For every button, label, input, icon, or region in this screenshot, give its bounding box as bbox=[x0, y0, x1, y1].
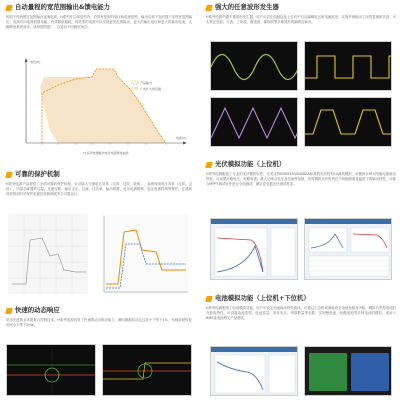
bullet-mark bbox=[5, 172, 13, 178]
pv-software-shot-right bbox=[304, 218, 392, 280]
section-body: H系列电源配备了电池模拟功能，用户可设定电池输出特性曲线，可通过上位机或面板设定电池参数及内阻，模拟各类型电池的充放电特性，可设置电池类型、电池容量、单体电压、串联数量等参数，实现锂电池、铅酸电池等多种电池的模拟，适用于BMS及电池相关产品测试。 bbox=[206, 306, 396, 321]
chart-caption: H-系列电源输出电压电流特性曲线 bbox=[83, 151, 129, 155]
section-title: 自动量程的宽范围输出&馈电能力 bbox=[6, 3, 192, 12]
pv-software-shot-left bbox=[210, 218, 298, 280]
section-body: H系列电源产品提供了全面可靠的保护机制，针对输入交流电压异常（过高、过低、缺相）、直流母线电压异常（过高、过低）、内部功率器件过温、过流过载、输出过压、过流、过功率、输出短路、电压电流限制、电压电流控制等保护，在遇到异常情况时可保护电源及负载测试安全可靠运行。 bbox=[6, 182, 192, 197]
section-body: H系列电源配备了专业的光伏模拟软件，完美支持EN50530/SANDIA标准的光伏阵列I-V曲线模拟，可模拟多种太阳能电池输出特性，可设置开路电压、短路电流、最大功率点电压及电流等参数，实时模拟光伏阵列在不同辐照度及温度下的输出特性，可配合MPPT测试软件进行全面测试，满足逆变器光伏测试需求。 bbox=[206, 172, 396, 187]
section-body: H系列电源内置多重波形发生器，用户可以在面板以及上位机中自由编辑电压和电流波形，实现多种输出工况的复现和仿真，可实现正弦波、方波、三角波、锯齿波、梯形波等多种波形的编辑及输出。 bbox=[206, 15, 396, 25]
x-axis-arrow bbox=[183, 142, 187, 145]
section-title: 光伏模拟功能（上位机） bbox=[206, 160, 396, 169]
wave-shot-4 bbox=[304, 97, 392, 147]
legend-output: 产品输出 bbox=[140, 81, 153, 85]
legend-swatch-output bbox=[132, 81, 138, 84]
section-title: 快速的动态响应 bbox=[6, 306, 192, 315]
legend-swatch-range bbox=[132, 87, 138, 90]
section-wide-range bbox=[6, 3, 192, 160]
bullet-mark bbox=[5, 308, 13, 314]
legend-range: 广告扩大的范围 bbox=[140, 87, 162, 91]
scope-shot-left bbox=[6, 344, 96, 396]
x-axis-ticks bbox=[42, 143, 166, 145]
x-axis-label: 电流(A) bbox=[176, 136, 187, 140]
section-title: 电池模拟功能（上位机+下位机） bbox=[206, 294, 396, 303]
scope-trace-left bbox=[7, 345, 96, 396]
battery-curve-panel bbox=[211, 352, 298, 396]
section-battery bbox=[206, 294, 396, 398]
protection-chart bbox=[6, 210, 192, 298]
wave-shot-2 bbox=[304, 41, 392, 91]
section-body: 采用先进的多环路复合控制技术，H系列电源具有了快速的动态响应能力，瞬时跳载时动态过冲小于等于1%，负载阶跃恢复时间小于等于2ms。 bbox=[6, 318, 192, 328]
y-axis-label: 电压(V) bbox=[30, 60, 41, 64]
iv-curve-panel bbox=[211, 224, 298, 280]
bullet-mark bbox=[205, 5, 213, 11]
trapezoid-wave-trace bbox=[305, 98, 392, 147]
bullet-mark bbox=[5, 5, 13, 11]
left-panel bbox=[8, 214, 88, 294]
section-waveform bbox=[206, 3, 396, 153]
y-axis-arrow bbox=[25, 58, 28, 62]
pv-data-panel bbox=[305, 224, 392, 280]
bullet-mark bbox=[205, 296, 213, 302]
triangle-wave-trace bbox=[211, 98, 298, 147]
voltage-current-chart bbox=[6, 55, 192, 160]
section-dynamic bbox=[6, 306, 192, 398]
wave-shot-3 bbox=[210, 97, 298, 147]
lcd-screen-green bbox=[309, 353, 347, 391]
bullet-mark bbox=[205, 162, 213, 168]
square-wave-trace bbox=[305, 42, 392, 91]
right-panel bbox=[102, 214, 188, 294]
sine-wave-trace bbox=[211, 42, 298, 91]
device-panel-shot bbox=[304, 346, 392, 396]
section-protection bbox=[6, 170, 192, 298]
scope-trace-right bbox=[103, 345, 192, 396]
wave-shot-1 bbox=[210, 41, 298, 91]
section-pv bbox=[206, 160, 396, 288]
scope-shot-right bbox=[102, 344, 192, 396]
section-body: 相较于传统固定范围输出直流电源，H系列在功率范围内，自带有更宽的电压和电流范围，输出功率不变前提下实现宽范围输出，电源可向电网回馈电能，有效降低能耗，同类型的电源可以实现更宽范围输出，更大的输出电压和更大的输出电流，大幅降低系统成本，适用范围更广，以适应不同测试场合。 bbox=[6, 15, 192, 30]
section-title: 可靠的保护机制 bbox=[6, 170, 192, 179]
battery-software-shot bbox=[210, 346, 298, 396]
section-title: 强大的任意波形发生器 bbox=[206, 3, 396, 12]
lcd-screen-blue bbox=[351, 353, 389, 391]
